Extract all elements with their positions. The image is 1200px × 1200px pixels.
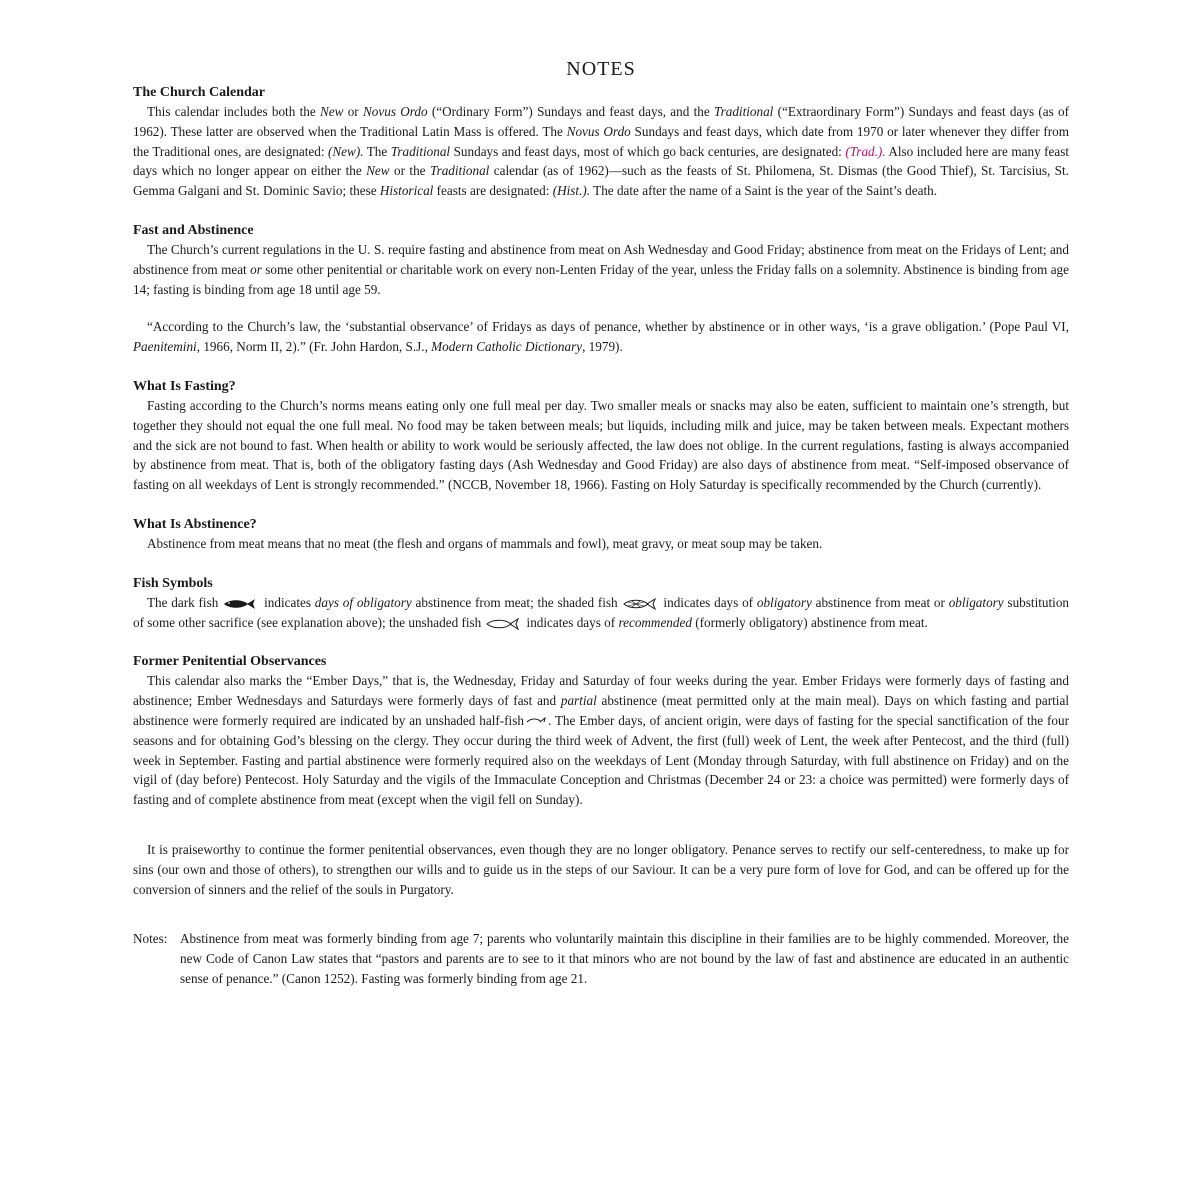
quote-paragraph: “According to the Church’s law, the ‘substantial observance’ of Fridays as days of penance, whether by abstinence or in other ways, ‘is a grave obligation.’ (Pope Paul VI, Paenitemini, 1966, Norm II, 2).” (Fr. John Hardon, S.J., Modern Catholic Dictionary, 1979). xyxy=(133,319,1069,355)
section-paragraph: This calendar also marks the “Ember Days,” that is, the Wednesday, Friday and Saturday of four weeks during the year. Ember Fridays were formerly days of fasting and abstinence; Ember Wednesdays and Saturdays were formerly days of fast and partial abstinence (meat permitted only at the main meal). Days on which fasting and partial abstinence were formerly required are indicated by an unshaded half-fish . The Ember days, of ancient origin, were days of fasting for the special sanctification of the four seasons and for obtaining God’s blessing on the clergy. They occur during the third week of Advent, the first (full) week of Lent, the week after Pentecost, and the third (full) week in September. Fasting and partial abstinence were formerly required also on the weekdays of Lent (Monday through Saturday, with full abstinence on Friday) and on the vigil of (day before) Pentecost. Holy Saturday and the vigils of the Immaculate Conception and Christmas (December 24 or 23: a choice was permitted) were formerly days of fasting and of complete abstinence from meat (except when the vigil fell on Sunday). xyxy=(133,673,1069,808)
section-fish-symbols xyxy=(133,574,1069,633)
section-paragraph: This calendar includes both the New or Novus Ordo (“Ordinary Form”) Sundays and feast days, and the Traditional (“Extraordinary Form”) Sundays and feast days (as of 1962). These latter are observed when the Traditional Latin Mass is offered. The Novus Ordo Sundays and feast days, which date from 1970 or later whenever they differ from the Traditional ones, are designated: (New). The Traditional Sundays and feast days, most of which go back centuries, are designated: (Trad.). Also included here are many feast days which no longer appear on either the New or the Traditional calendar (as of 1962)—such as the feasts of St. Philomena, St. Dismas (the Good Thief), St. Tarcisius, St. Gemma Galgani and St. Dominic Savio; these Historical feasts are designated: (Hist.). The date after the name of a Saint is the year of the Saint’s death. xyxy=(133,104,1070,199)
shaded-fish-icon xyxy=(622,598,656,610)
section-what-is-fasting xyxy=(133,377,1069,495)
section-heading: What Is Fasting? xyxy=(133,378,236,394)
section-heading: What Is Abstinence? xyxy=(133,516,257,532)
notes-text: Abstinence from meat was formerly binding from age 7; parents who voluntarily maintain this discipline in their families are to be highly commended. Moreover, the new Code of Canon Law states that “pastors and parents are to see to it that minors who are not bound by the law of fast and abstinence are educated in an authentic sense of penance.” (Canon 1252). Fasting was formerly binding from age 21. xyxy=(180,931,1069,986)
section-fast-abstinence xyxy=(133,221,1069,357)
page-title: NOTES xyxy=(566,58,636,80)
dark-fish-icon xyxy=(222,598,256,610)
new-marker: (New). xyxy=(327,143,364,159)
section-heading: The Church Calendar xyxy=(133,85,265,100)
trad-marker: (Trad.). xyxy=(845,143,886,159)
section-paragraph: Abstinence from meat means that no meat (the flesh and organs of mammals and fowl), meat gravy, or meat soup may be taken. xyxy=(147,535,823,551)
half-fish-icon xyxy=(526,717,546,727)
notes-footnote xyxy=(133,929,1069,988)
section-paragraph: The Church’s current regulations in the U. S. require fasting and abstinence from meat on Ash Wednesday and Good Friday; abstinence from meat on the Fridays of Lent; and abstinence from meat or some other penitential or charitable work on every non-Lenten Friday of the year, unless the Friday falls on a solemnity. Abstinence is binding from age 14; fasting is binding from age 18 until age 59. xyxy=(133,241,1069,297)
section-paragraph: Fasting according to the Church’s norms means eating only one full meal per day. Two smaller meals or snacks may also be eaten, sufficient to maintain one’s strength, but together they should not equal the one full meal. No food may be taken between meals; but liquids, including milk and juice, may be taken between meals. Expectant mothers and the sick are not bound to fast. When health or ability to work would be seriously affected, the law does not oblige. In the current regulations, fasting is always accompanied by abstinence from meat. That is, both of the obligatory fasting days (Ash Wednesday and Good Friday) are also days of abstinence from meat. “Self-imposed observance of fasting on all weekdays of Lent is strongly recommended.” (NCCB, November 18, 1966). Fasting on Holy Saturday is specifically recommended by the Church (currently). xyxy=(133,397,1069,493)
section-heading: Fish Symbols xyxy=(133,575,213,591)
unshaded-fish-icon xyxy=(485,618,519,630)
section-former-observances xyxy=(133,652,1069,899)
notes-page xyxy=(133,58,1069,989)
section-heading: Fast and Abstinence xyxy=(133,222,254,238)
section-heading: Former Penitential Observances xyxy=(133,654,327,670)
hist-marker: (Hist.). xyxy=(552,183,591,199)
notes-label: Notes: xyxy=(133,931,168,947)
praise-paragraph: It is praiseworthy to continue the former penitential observances, even though they are no longer obligatory. Penance serves to rectify our self-centeredness, to make up for sins (our own and those of others), to strengthen our wills and to guide us in the steps of our Saviour. It can be a very pure form of love for God, and can be offered up for the conversion of sinners and the relief of the souls in Purgatory. xyxy=(133,841,1069,897)
section-paragraph: The dark fish indicates days of obligatory abstinence from meat; the shaded fish indicates days of obligatory abstinence from meat or obligatory substitution of some other sacrifice (see explanation above); the unshaded fish indicates days of recommended (formerly obligatory) abstinence from meat. xyxy=(133,594,1070,630)
section-what-is-abstinence xyxy=(133,515,1069,554)
section-church-calendar xyxy=(133,83,1069,201)
